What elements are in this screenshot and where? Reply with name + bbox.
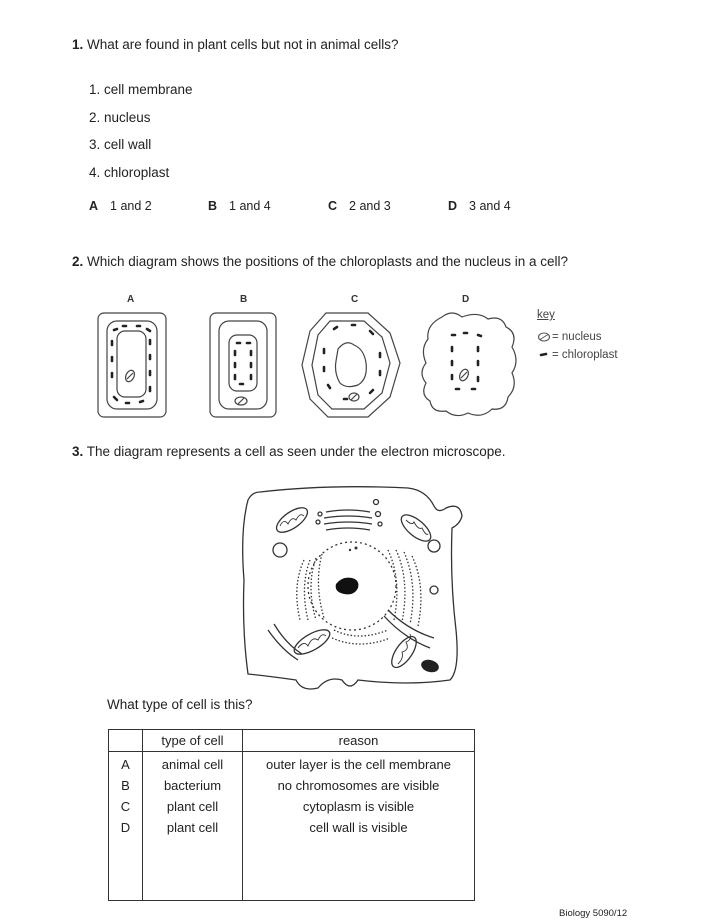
table-header-type: type of cell — [143, 730, 243, 752]
option-letter: D — [448, 199, 458, 213]
q1-question: What are found in plant cells but not in animal cells? — [87, 37, 399, 52]
key-chloroplast-label: = chloroplast — [552, 349, 618, 361]
option-letter: C — [328, 199, 338, 213]
footer-label: Biology 5090/12 — [559, 908, 628, 919]
row-letter-a[interactable]: A — [121, 757, 130, 772]
table-header-row — [109, 730, 475, 752]
cell-diagram-b[interactable] — [210, 313, 276, 417]
option-letter: B — [208, 199, 218, 213]
letters-column — [109, 752, 143, 901]
diagram-label-c: C — [351, 294, 359, 305]
table-header-reason: reason — [243, 730, 475, 752]
option-text: 1 and 2 — [110, 199, 152, 213]
q2-heading — [72, 254, 568, 269]
cell-diagrams — [90, 305, 530, 423]
nucleus-icon — [537, 331, 551, 343]
row-letter-b[interactable]: B — [121, 778, 130, 793]
cell-diagram-a[interactable] — [98, 313, 166, 417]
table-body-row — [109, 752, 475, 901]
q1-option-b[interactable] — [208, 199, 271, 213]
chloroplast-icon — [539, 350, 549, 360]
q2-number: 2. — [72, 254, 84, 269]
key-nucleus-label: = nucleus — [552, 331, 602, 343]
type-cell: bacterium — [163, 778, 222, 793]
diagram-label-b: B — [240, 294, 248, 305]
option-letter: A — [89, 199, 99, 213]
type-cell: plant cell — [166, 799, 219, 814]
reason-cell: outer layer is the cell membrane — [266, 757, 451, 772]
q1-item-4: 4. chloroplast — [89, 165, 170, 180]
q1-heading — [72, 37, 398, 52]
q1-item-2: 2. nucleus — [89, 110, 151, 125]
table-header-letter — [109, 730, 143, 752]
reason-cell: cytoplasm is visible — [302, 799, 415, 814]
row-letter-d[interactable]: D — [120, 820, 131, 835]
type-cell: animal cell — [161, 757, 224, 772]
answer-table — [108, 729, 475, 901]
reason-cell: cell wall is visible — [309, 820, 408, 835]
diagram-label-d: D — [462, 294, 470, 305]
reason-column — [243, 752, 475, 901]
q2-question: Which diagram shows the positions of the chloroplasts and the nucleus in a cell? — [87, 254, 569, 269]
option-text: 2 and 3 — [349, 199, 391, 213]
q3-question: The diagram represents a cell as seen under the electron microscope. — [86, 444, 506, 459]
q3-heading — [72, 444, 506, 459]
cell-diagram-c[interactable] — [302, 313, 400, 417]
row-letter-c[interactable]: C — [120, 799, 131, 814]
q1-number: 1. — [72, 37, 84, 52]
q1-item-1: 1. cell membrane — [89, 82, 193, 97]
q1-item-3: 3. cell wall — [89, 137, 152, 152]
reason-cell: no chromosomes are visible — [277, 778, 440, 793]
option-text: 3 and 4 — [469, 199, 511, 213]
cell-diagram-d[interactable] — [422, 313, 516, 416]
q1-option-d[interactable] — [448, 199, 511, 213]
q1-option-c[interactable] — [328, 199, 391, 213]
option-text: 1 and 4 — [229, 199, 271, 213]
q3-number: 3. — [72, 444, 84, 459]
electron-micrograph-cell — [238, 480, 468, 695]
q1-option-a[interactable] — [89, 199, 152, 213]
q3-sub-question: What type of cell is this? — [107, 697, 253, 712]
diagram-label-a: A — [127, 294, 135, 305]
type-column — [143, 752, 243, 901]
key-title: key — [537, 309, 555, 321]
type-cell: plant cell — [166, 820, 219, 835]
